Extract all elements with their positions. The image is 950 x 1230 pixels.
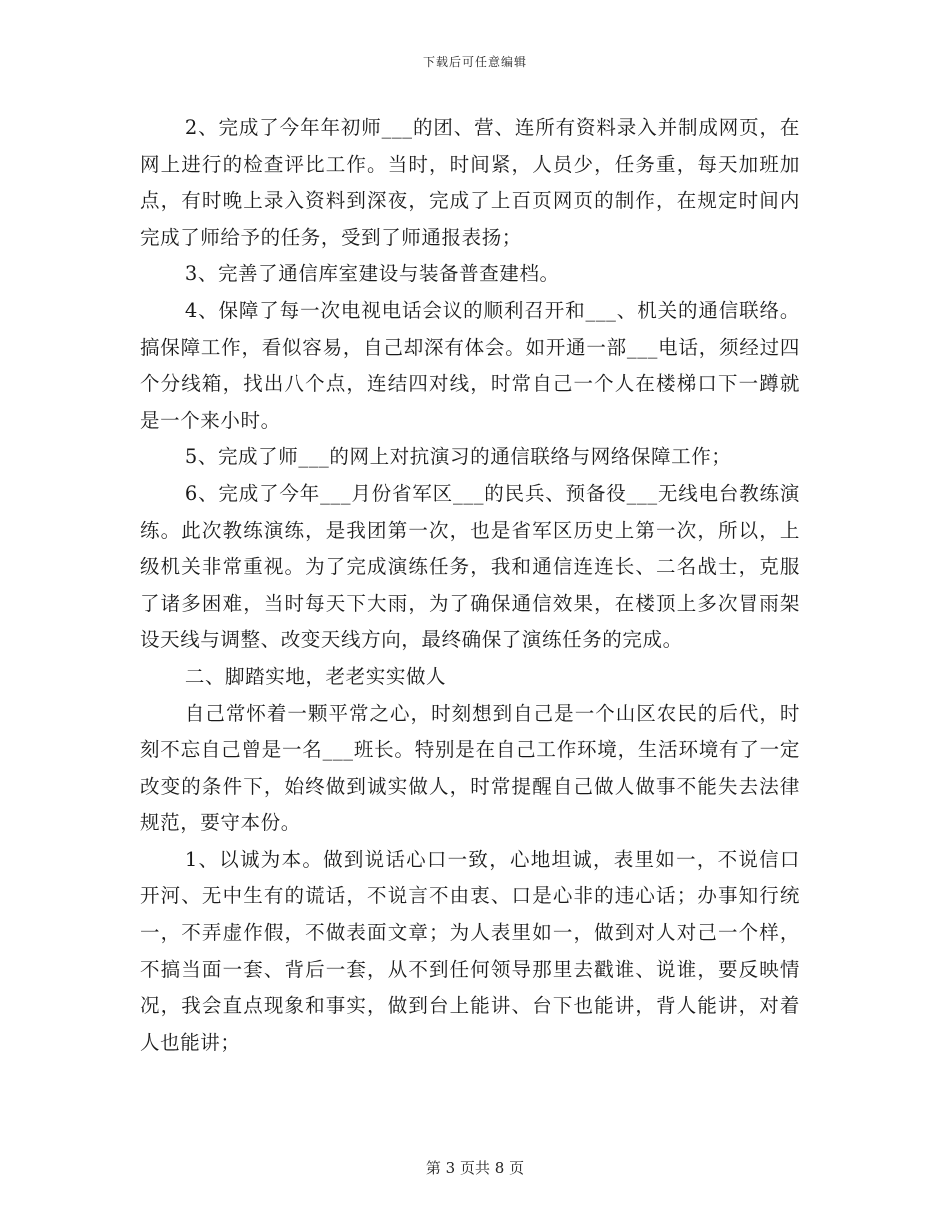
- page-header: 下载后可任意编辑: [422, 55, 527, 69]
- section-heading: 二、脚踏实地，老老实实做人: [184, 664, 447, 688]
- page-footer: 第 3 页共 8 页: [425, 1159, 525, 1177]
- paragraph-item-2: 2、完成了今年年初师___的团、营、连所有资料录入并制成网页，在网上进行的检查评比工作。当时，时间紧，人员少，任务重，每天加班加点，有时晚上录入资料到深夜，完成了上百页网页的制作，在规定时间内完成了师给予的任务，受到了师通报表扬；: [140, 116, 800, 249]
- paragraph-item-1: 1、以诚为本。做到说话心口一致，心地坦诚，表里如一，不说信口开河、无中生有的谎话，不说言不由衷、口是心非的违心话；办事知行统一，不弄虚作假，不做表面文章；为人表里如一，做到对人对己一个样，不搞当面一套、背后一套，从不到任何领导那里去戳谁、说谁，要反映情况，我会直点现象和事实，做到台上能讲、台下也能讲，背人能讲，对着人也能讲；: [140, 847, 800, 1054]
- paragraph-item-3: 3、完善了通信库室建设与装备普查建档。: [184, 262, 560, 286]
- paragraph-item-4: 4、保障了每一次电视电话会议的顺利召开和___、机关的通信联络。搞保障工作，看似容易，自己却深有体会。如开通一部___电话，须经过四个分线箱，找出八个点，连结四对线，时常自己一个人在楼梯口下一蹲就是一个来小时。: [140, 298, 800, 432]
- paragraph-item-5: 5、完成了师___的网上对抗演习的通信联络与网络保障工作；: [184, 445, 732, 469]
- document-body: [140, 110, 800, 1061]
- section-intro-paragraph: 自己常怀着一颗平常之心，时刻想到自己是一个山区农民的后代，时刻不忘自己曾是一名___班长。特别是在自己工作环境，生活环境有了一定改变的条件下，始终做到诚实做人，时常提醒自己做人做事不能失去法律规范，要守本份。: [140, 701, 800, 835]
- paragraph-item-6: 6、完成了今年___月份省军区___的民兵、预备役___无线电台教练演练。此次教练演练，是我团第一次，也是省军区历史上第一次，所以，上级机关非常重视。为了完成演练任务，我和通信连连长、二名战士，克服了诸多困难，当时每天下大雨，为了确保通信效果，在楼顶上多次冒雨架设天线与调整、改变天线方向，最终确保了演练任务的完成。: [140, 481, 800, 652]
